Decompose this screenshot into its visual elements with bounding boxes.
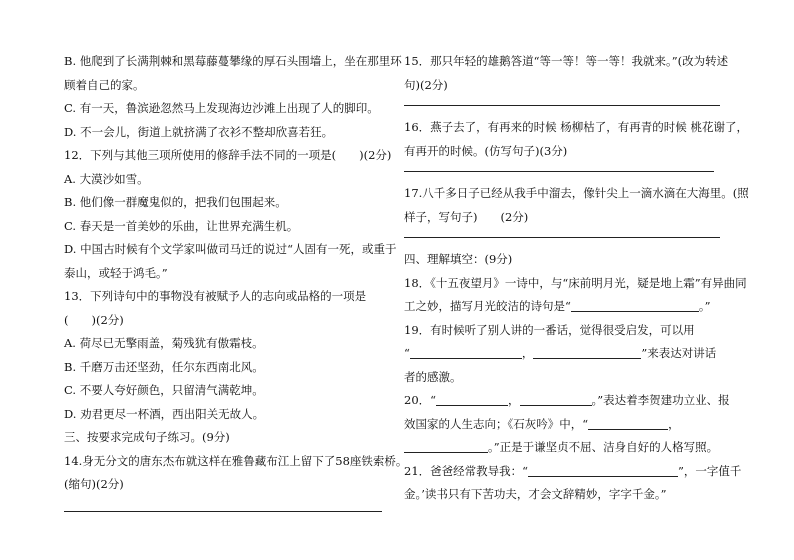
q17-line2: 样子，写句子) (2分) [404, 209, 529, 224]
q13-stem-line1: 13．下列诗句中的事物没有被赋予人的志向或品格的一项是 [64, 289, 367, 303]
q20-comma: ， [508, 393, 520, 407]
q19-open-quote: “ [404, 346, 410, 360]
q21-line1 [404, 460, 742, 484]
q19-line3: 者的感激。 [404, 369, 462, 384]
q14-line1: 14.身无分文的唐东杰布就这样在雅鲁藏布江上留下了58座铁索桥。 [64, 453, 408, 468]
q13-option-b: B. 千磨万击还坚劲，任尔东西南北风。 [64, 359, 264, 374]
q20-line2-prefix: 效国家的人生志向；《石灰吟》中，“ [404, 416, 589, 431]
left-column [64, 50, 408, 522]
q15-line1: 15．那只年轻的雄鹅答道“等一等！等一等！我就来。”(改为转述 [404, 54, 729, 68]
q19-line1: 19．有时候听了别人讲的一番话，觉得很受启发，可以用 [404, 322, 695, 337]
q12-option-d-line1: D. 中国古时候有个文学家叫做司马迁的说过“人固有一死，或重于 [64, 242, 397, 256]
section-3-heading: 三、按要求完成句子练习。(9分) [64, 430, 230, 444]
q20-line1 [404, 389, 730, 413]
q13-option-a: A. 荷尽已无擎雨盖，菊残犹有傲霜枝。 [64, 336, 264, 350]
q18-line2-prefix: 工之妙，描写月光皎洁的诗句是“ [404, 299, 571, 313]
q12-option-c: C. 春天是一首美妙的乐曲，让世界充满生机。 [64, 218, 299, 233]
q19-comma: ， [521, 346, 534, 360]
q15-answer-line[interactable] [404, 105, 720, 106]
section-4-heading: 四、理解填空：(9分) [404, 252, 513, 266]
q12-option-d-line2: 泰山，或轻于鸿毛。” [64, 265, 168, 280]
q20-line1-suffix: 。”表达着李贺建功立业、报 [591, 393, 730, 407]
q18-line2 [404, 295, 730, 319]
q18-line1: 18．《十五夜望月》一诗中，与“床前明月光，疑是地上霜”有异曲同 [404, 275, 747, 290]
q13-option-c: C. 不要人夸好颜色，只留清气满乾坤。 [64, 383, 264, 397]
q20-blank-4[interactable] [404, 438, 488, 453]
q20-line2-suffix: ， [668, 416, 680, 431]
q18-blank[interactable] [571, 297, 699, 312]
q13-stem-line2: ( )(2分) [64, 312, 124, 327]
q14-line2: (缩句)(2分) [64, 477, 124, 491]
q20-line3-suffix: 。”正是于谦坚贞不屈、洁身自好的人格写照。 [488, 440, 719, 454]
q11-option-b-line2: 顾着自己的家。 [64, 77, 145, 92]
q13-option-d: D. 劝君更尽一杯酒，西出阳关无故人。 [64, 406, 265, 421]
q20-line2 [404, 413, 730, 437]
q21-line1-suffix: ”，一字值千 [678, 463, 742, 478]
q15-line2: 句)(2分) [404, 77, 448, 92]
q21-line1-prefix: 21．爸爸经常教导我：“ [404, 463, 529, 478]
q16-answer-line[interactable] [404, 171, 714, 172]
q17-answer-line[interactable] [404, 237, 720, 238]
q21-line2: 金。’读书只有下苦功夫，才会文辞精妙，字字千金。” [404, 487, 667, 501]
q11-option-d: D. 不一会儿，街道上就挤满了衣衫不整却欣喜若狂。 [64, 124, 334, 139]
q20-line1-prefix: 20．“ [404, 393, 437, 407]
right-column [404, 50, 749, 507]
q20-blank-1[interactable] [436, 391, 508, 406]
q16-line1: 16．燕子去了，有再来的时候 杨柳枯了，有再青的时候 桃花谢了， [404, 120, 748, 134]
q14-answer-line[interactable] [64, 511, 382, 512]
q12-stem: 12．下列与其他三项所使用的修辞手法不同的一项是( )(2分) [64, 148, 392, 162]
q19-blank-1[interactable] [410, 344, 522, 359]
q19-line2-suffix: ”来表达对讲话 [641, 346, 717, 360]
q11-option-c: C. 有一天，鲁滨逊忽然马上发现海边沙滩上出现了人的脚印。 [64, 101, 379, 115]
q21-blank[interactable] [528, 462, 678, 477]
q12-option-a: A. 大漠沙如雪。 [64, 171, 149, 186]
q12-option-b: B. 他们像一群魔鬼似的，把我们包围起来。 [64, 195, 287, 209]
q20-blank-2[interactable] [520, 391, 592, 406]
q16-line2: 有再开的时候。(仿写句子)(3分) [404, 143, 568, 158]
q20-line3 [404, 436, 730, 460]
q19-line2 [404, 342, 730, 366]
q18-line2-suffix: 。” [698, 299, 711, 313]
q19-blank-2[interactable] [533, 344, 641, 359]
q17-line1: 17.八千多日子已经从我手中溜去，像针尖上一滴水滴在大海里。(照 [404, 186, 749, 200]
q20-blank-3[interactable] [588, 415, 668, 430]
q11-option-b-line1: B. 他爬到了长满荆棘和黑莓藤蔓攀缘的厚石头围墙上，坐在那里环 [64, 54, 402, 68]
